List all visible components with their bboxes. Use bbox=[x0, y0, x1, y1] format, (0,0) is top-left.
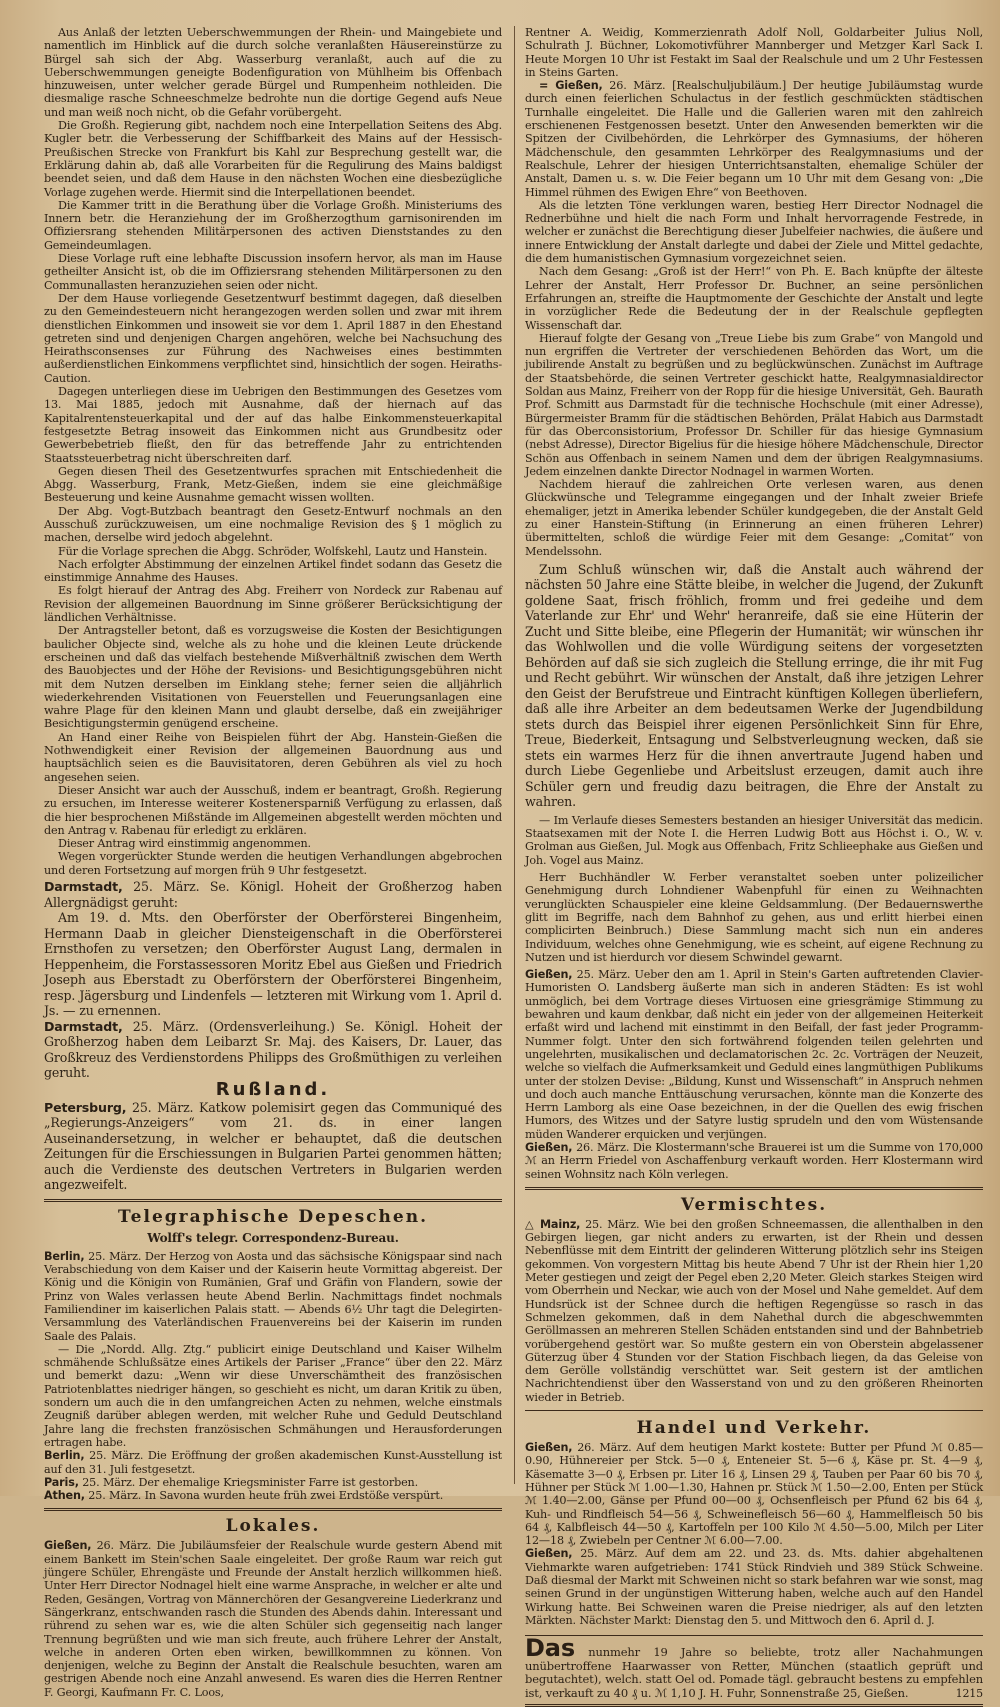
realschul-jubilaeum bbox=[525, 79, 983, 199]
dateline: Athen, bbox=[44, 1489, 85, 1503]
paragraph: Der dem Hause vorliegende Gesetzentwurf bestimmt dagegen, daß dieselben zu den Gemeindesteuern nicht herangezogen werden sollen und zwar mit ihrem dienstlichen Einkommen und insoweit sie vor dem 1. April 1887 in den Ehestand getreten sind und denjenigen Chargen angehören, welche bei Nachsuchung des Heirathsconsenses zur Führung des Nachweises eines bestimmten außerdienstlichen Einkommens verpflichtet sind, hinsichtlich der sogen. Heiraths-Caution. bbox=[44, 291, 502, 385]
athen-article bbox=[44, 1489, 502, 1502]
article-body: 25. März. Die Eröffnung der großen akademischen Kunst-Ausstellung ist auf den 31. Juli festgesetzt. bbox=[44, 1449, 503, 1476]
section-divider bbox=[525, 1187, 983, 1190]
dateline: △ Mainz, bbox=[525, 1217, 581, 1231]
darmstadt-appointments bbox=[44, 879, 502, 1081]
berlin-art-exhibition bbox=[44, 1449, 502, 1476]
paragraph: Dieser Antrag wird einstimmig angenommen. bbox=[58, 837, 311, 851]
brewery-sale-article bbox=[525, 1141, 983, 1181]
dateline: Berlin, bbox=[44, 1449, 85, 1463]
article-body: Am 19. d. Mts. den Oberförster der Oberförsterei Bingenheim, Hermann Daab in gleicher Diensteigenschaft in die Oberförsterei Ernsthofen zu versetzen; den Oberförster August Lang, dermalen in Heppenheim, die Forstassessoren Moritz Ebel aus Gießen und Friedrich Joseph aus Eberstadt zu Oberförstern der Oberförsterei Bingenheim, resp. Jägersburg und Lindenfels — letzteren mit Wirkung vom 1. April d. Js. — zu ernennen. bbox=[44, 910, 502, 1018]
section-divider bbox=[44, 1199, 502, 1202]
telegraph-bureau: Wolff's telegr. Correspondenz-Bureau. bbox=[147, 1230, 399, 1245]
article-body: 25. März. Der ehemalige Kriegsminister Farre ist gestorben. bbox=[82, 1475, 419, 1489]
dateline: Berlin, bbox=[44, 1249, 85, 1263]
dateline: Paris, bbox=[44, 1475, 79, 1489]
dateline: Gießen, bbox=[525, 1441, 573, 1455]
ad-headline: Das bbox=[525, 1634, 575, 1663]
dateline: Gießen, bbox=[525, 968, 573, 982]
article-body: 25. März. Wie bei den großen Schneemassen, die allenthalben in den Gebirgen liegen, gar nicht anders zu erwarten, ist der Rhein und dessen Nebenflüsse mit dem Eintritt der gelinderen Witterung plötzlich sehr ins Steigen gekommen. Von vorgestern Mittag bis heute Abend 7 Uhr ist der Rhein hier 1,20 Meter gestiegen und zeigt der Pegel eben 2,20 Meter. Gleich starkes Steigen wird vom Oberrhein und Neckar, wie auch von der Mosel und Nahe gemeldet. Auf dem Hundsrück ist der Schnee durch die heftigen Regengüsse so rasch in das Schmelzen gekommen, daß in dem Nahethal durch die abgeschwemmten Geröllmassen an mehreren Stellen Schäden entstanden sind und der Bahnbetrieb vorübergehend gestört war. So mußte gestern ein von Oberstein abgelassener Güterzug über 4 Stunden vor der Station Fischbach liegen, da das Geleise von dem Gerölle vollständig verschüttet war. Seit gestern ist der amtlichen Nachrichtendienst über den Wasserstand von und zu den größeren Rheinorten wieder in Betrieb. bbox=[525, 1217, 984, 1404]
paragraph: Nachdem hierauf die zahlreichen Orte verlesen waren, aus denen Glückwünsche und Telegramme eingegangen und der Inhalt zweier Briefe ehemaliger, jetzt in Amerika lebender Schüler kundgegeben, die der Anstalt Geld zu einer Hanstein-Stiftung (in Erinnerung an einen früheren Lehrer) übermittelten, schloß die würdige Feier mit dem Gesange: „Comitat“ von Mendelssohn. bbox=[525, 478, 983, 558]
paragraph: Die Kammer tritt in die Berathung über die Vorlage Großh. Ministeriums des Innern betr. die Heranziehung der im Großherzogthum garnisonirenden im Offiziersrang stehenden Militärpersonen des activen Dienststandes zu den Gemeindeumlagen. bbox=[44, 198, 502, 252]
paragraph: Hierauf folgte der Gesang von „Treue Liebe bis zum Grabe“ von Mangold und nun ergriffen die Vertreter der verschiedenen Behörden das Wort, um die jubilirende Anstalt zu begrüßen und zu beglückwünschen. Zunächst im Auftrage der Staatsbehörde, die seinen Vertreter geschickt hatte, Realgymnasialdirector Soldan aus Mainz, Freiherr von der Ropp für die hiesige Universität, Geh. Baurath Prof. Schmitt aus Darmstadt für die technische Hochschule (mit einer Adresse), Bürgermeister Bramm für die städtischen Behörden, Prälat Habich aus Darmstadt für das Oberconsistorium, Professor Dr. Schiller für das hiesige Gymnasium (nebst Adresse), Director Bigelius für die hiesige höhere Mädchenschule, Director Schön aus Offenbach in seinem Namen und dem der übrigen Realgymnasiums. Jedem einzelnen dankte Director Nodnagel in warmen Worten. bbox=[525, 331, 983, 478]
paragraph: Wegen vorgerückter Stunde werden die heutigen Verhandlungen abgebrochen und deren Fortsetzung auf morgen früh 9 Uhr festgesetzt. bbox=[44, 850, 502, 877]
section-heading-handel: Handel und Verkehr. bbox=[636, 1418, 872, 1439]
dateline: Gießen, bbox=[525, 1547, 573, 1561]
petersburg-article bbox=[44, 1100, 502, 1193]
paragraph: Der Abg. Vogt-Butzbach beantragt den Gesetz-Entwurf nochmals an den Ausschuß zurückzuweisen, um eine nochmalige Revision des § 1 möglich zu machen, derselbe wird jedoch abgelehnt. bbox=[44, 504, 502, 545]
landsberg-article bbox=[525, 968, 983, 1141]
jubilee-report bbox=[525, 199, 983, 558]
right-column bbox=[514, 26, 984, 1700]
berlin-article bbox=[44, 1250, 502, 1343]
section-heading-russland: Rußland. bbox=[215, 1078, 331, 1100]
dateline: Darmstadt, bbox=[44, 1018, 123, 1034]
paragraph: Die Großh. Regierung gibt, nachdem noch eine Interpellation Seitens des Abg. Kugler betr. die Verbesserung der Schiffbarkeit des Mains auf der Hessisch-Preußischen Strecke von Frankfurt bis Kahl zur Besprechung gestellt war, die Erklärung dahin ab, daß alle Vorarbeiten für die Regulirung des Mains baldigst beendet seien, und daß dem Hause in den nächsten Wochen eine diesbezügliche Vorlage zugehen werde. Hiermit sind die Interpellationen beendet. bbox=[44, 119, 502, 199]
article-lead: 25. März. Se. Königl. Hoheit der Großherzog haben Allergnädigst geruht: bbox=[44, 879, 502, 910]
section-heading-lokales: Lokales. bbox=[225, 1516, 321, 1537]
nordd-article: — Die „Nordd. Allg. Ztg.“ publicirt einige Deutschland und Kaiser Wilhelm schmähende Schlußsätze eines Artikels der Pariser „France“ über den 22. März und bemerkt dazu: „Wenn wir diese Unverschämtheit des französischen Patriotenblattes niedriger hängen, so geschieht es nicht, um daran Kritik zu üben, sondern um auch die in den umfangreichen Acten zu nehmen, welche einstmals Zeugniß darüber ablegen werden, mit welcher Ruhe und Geduld Deutschland Jahre lang die frechsten französischen Schmähungen und Herausforderungen ertragen habe. bbox=[44, 1342, 502, 1449]
article-body: 26. März. Die Klostermann'sche Brauerei ist um die Summe von 170,000 ℳ an Herrn Friedel von Aschaffenburg verkauft worden. Herr Klostermann wird seinen Wohnsitz nach Köln verlegen. bbox=[525, 1141, 984, 1181]
article-body: 26. März. Die Jubiläumsfeier der Realschule wurde gestern Abend mit einem Bankett im Stein'schen Saale eingeleitet. Der große Raum war reich gut jüngere Schüler, Ehrengäste und Freunde der Anstalt herzlich willkommen hieß. Unter Herr Director Nodnagel hielt eine warme Ansprache, in welcher er alte und Reden, Gesängen, Vortrag von Männerchören der Gesangvereine Liederkranz und Sängerkranz, entschwanden rasch die Stunden des Abends dahin. Interessant und rührend zu sehen war es, wie die alten Schüler sich gegenseitig nach langer Trennung begrüßten und wie man sich freute, auch frühere Lehrer der Anstalt, welche in anderen Orten eben wirken, bewillkommnen zu können. Von denjenigen, welche zu Beginn der Anstalt die Realschule besuchten, waren am gestrigen Abende noch eine Anzahl anwesend. Es waren dies die Herren Rentner F. Georgi, Kaufmann Fr. C. Loos, bbox=[44, 1539, 503, 1699]
article-body: 25. März. Auf dem am 22. und 23. ds. Mts. dahier abgehaltenen Viehmarkte waren aufgetrieben: 1741 Stück Rindvieh und 389 Stück Schweine. Daß diesmal der Markt mit Schweinen nicht so stark befahren war wie sonst, mag seinen Grund in der ungünstigen Witterung haben, welche auch auf den Handel Wirkung hatte. Bei Schweinen waren die Preise niedriger, als auf den letzten Märkten. Nächster Markt: Dienstag den 5. und Mittwoch den 6. April d. J. bbox=[525, 1547, 983, 1627]
section-heading-telegraph: Telegraphische Depeschen. bbox=[117, 1206, 428, 1227]
dateline: Petersburg, bbox=[44, 1099, 127, 1115]
semester-exam-notice: — Im Verlaufe dieses Semesters bestanden an hiesiger Universität das medicin. Staatsexamen mit der Note I. die Herren Ludwig Bott aus Höchst i. O., W. v. Grolman aus Gießen, Jul. Mogk aus Offenbach, Fritz Schlieephake aus Gießen und Joh. Vogel aus Mainz. bbox=[525, 813, 983, 867]
left-column bbox=[44, 26, 503, 1699]
paragraph: Dieser Ansicht war auch der Ausschuß, indem er beantragt, Großh. Regierung zu ersuchen, im Interesse weiterer Kostenersparniß Verfügung zu erlassen, daß die hier besprochenen Mißstände im Allgemeinen abgestellt werden möchten und den Antrag v. Rabenau für erledigt zu erklären. bbox=[44, 783, 502, 837]
dateline: = Gießen, bbox=[539, 79, 603, 93]
ferber-collection-notice: Herr Buchhändler W. Ferber veranstaltet soeben unter polizeilicher Genehmigung durch Lohndiener Wabenpfuhl für einen zu Weihnachten verunglückten Schauspieler eine kleine Geldsammlung. (Der Bedauernswerthe glitt im Begriffe, nach dem Bahnhof zu gehen, aus und erlitt hierbei einen complicirten Beinbruch.) Diese Sammlung macht sich nun ein anderes Individuum, welches ohne Genehmigung, wie es scheint, auf eigene Rechnung zu Nutzen und ist hierdurch vor diesem Schwindel gewarnt. bbox=[525, 871, 983, 964]
paragraph: Aus Anlaß der letzten Ueberschwemmungen der Rhein- und Maingebiete und namentlich im Hinblick auf die durch solche veranlaßten Häusereinstürze zu Bürgel sah sich der Abg. Wasserburg veranlaßt, auch auf die zu Ueberschwemmungen geneigte Bodenfiguration von Mühlheim bis Offenbach hinzuweisen, unter welcher gerade Bürgel und Rumpenheim nothleiden. Die diesmalige rasche Schneeschmelze bedrohte nun die dortige Gegend aufs Neue und man weiß noch nicht, ob die Gefahr vorübergeht. bbox=[44, 26, 502, 119]
paragraph: Für die Vorlage sprechen die Abgg. Schröder, Wolfskehl, Lautz und Hanstein. bbox=[58, 544, 488, 558]
dateline: Gießen, bbox=[525, 1141, 573, 1154]
paragraph: Der Antragsteller betont, daß es vorzugsweise die Kosten der Besichtigungen baulicher Objecte sind, welche als zu hohe und die kleinen Leute drückende erscheinen und daß das vielfach bestehende Mißverhältniß zwischen dem Werth des Bauobjectes und der Höhe der Revisions- und Besichtigungsgebühren nicht mit dem Nutzen derselben im Einklang stehe; ferner seien die alljährlich wiederkehrenden Visitationen von Feuerstellen und Feuerungsanlagen eine wahre Plage für den kleinen Mann und glaubt derselbe, daß ein zweijähriger Besichtigungstermin genügend erscheine. bbox=[44, 624, 502, 731]
paragraph: Es folgt hierauf der Antrag des Abg. Freiherr von Nordeck zur Rabenau auf Revision der allgemeinen Bauordnung im Sinne größerer Berücksichtigung der ländlichen Verhältnisse. bbox=[44, 584, 502, 625]
jubilee-wishes bbox=[525, 562, 983, 810]
article-body: 25. März. Katkow polemisirt gegen das Communiqué des „Regierungs-Anzeigers“ vom 21. ds. in einer langen Auseinandersetzung, in welcher er behauptet, daß die deutschen Zeitungen für die Erschiessungen in Bulgarien Partei genommen hätten; auch die Verdienste des deutschen Vertreters in Bulgarien werden angezweifelt. bbox=[44, 1099, 502, 1193]
cattle-market-article bbox=[525, 1547, 983, 1627]
paris-article bbox=[44, 1476, 502, 1489]
article-body: 26. März. Auf dem heutigen Markt kostete: Butter per Pfund ℳ 0.85—0.90, Hühnereier per Stck. 5—0 ₰, Enteneier St. 5—6 ₰, Käse pr. St. 4—9 ₰, Käsematte 3—0 ₰, Erbsen pr. Liter 16 ₰, Linsen 29 ₰, Tauben per Paar 60 bis 70 ₰, Hühner per Stück ℳ 1.00—1.30, Hahnen pr. Stück ℳ 1.50—2.00, Enten per Stück ℳ 1.40—2.00, Gänse per Pfund 00—00 ₰, Ochsenfleisch per Pfund 62 bis 64 ₰, Kuh- und Rindfleisch 54—56 ₰, Schweinefleisch 56—60 ₰, Hammelfleisch 50 bis 64 ₰, Kalbfleisch 44—50 ₰, Kartoffeln per 100 Kilo ℳ 4.50—5.00, Milch per Liter 12—18 ₰, Zwiebeln per Centner ℳ 6.00—7.00. bbox=[525, 1441, 984, 1548]
paragraph: Nach dem Gesang: „Groß ist der Herr!“ von Ph. E. Bach knüpfte der älteste Lehrer der Anstalt, Herr Professor Dr. Buchner, an seine persönlichen Erfahrungen an, streifte die Hauptmomente der Geschichte der Anstalt und legte in vorzüglicher Rede die Bedeutung der in der Realschule gepflegten Wissenschaft dar. bbox=[525, 265, 983, 332]
mainz-flood-article bbox=[525, 1218, 983, 1404]
article-body: 25. März. (Ordensverleihung.) Se. Königl. Hoheit der Großherzog haben dem Leibarzt Sr. Maj. des Kaisers, Dr. Lauer, das Großkreuz des Verdienstordens Philipps des Großmüthigen zu verleihen geruht. bbox=[44, 1018, 502, 1080]
article-body: 25. März. Der Herzog von Aosta und das sächsische Königspaar sind nach Verabschiedung von dem Kaiser und der Kaiserin heute Vormittag abgereist. Der König und die Königin von Rumänien, Graf und Gräfin von Flandern, sowie der Prinz von Wales verlassen heute Abend Berlin. Nachmittags findet nochmals Familiendiner im kaiserlichen Palais statt. — Abends 6½ Uhr tagt die Delegirten-Versammlung des Vaterländischen Frauenvereins bei der Kaiserin im runden Saale des Palais. bbox=[44, 1249, 502, 1343]
market-prices-article bbox=[525, 1441, 983, 1547]
paragraph: Als die letzten Töne verklungen waren, bestieg Herr Director Nodnagel die Rednerbühne und hielt die nach Form und Inhalt hervorragende Festrede, in welcher er zunächst die Berechtigung dieser Jubelfeier nachwies, die äußere und innere Entwicklung der Anstalt darlegte und dabei der Ziele und Mittel gedachte, die dem humanistischen Gymnasium vorgezeichnet seien. bbox=[525, 198, 983, 266]
section-divider bbox=[44, 1508, 502, 1511]
paragraph: Nach erfolgter Abstimmung der einzelnen Artikel findet sodann das Gesetz die einstimmige Annahme des Hauses. bbox=[44, 557, 502, 585]
ad-text: nunmehr 19 Jahre so beliebte, trotz aller Nachahmungen unübertroffene Haarwasser von Retter, München (staatlich geprüft und begutachtet), welch. statt Oel od. Pomade tägl. gebraucht bestens zu empfehlen ist, verkauft zu 40 ₰ u. ℳ 1,10 J. H. Fuhr, Sonnenstraße 25, Gießen. bbox=[525, 1645, 983, 1700]
dateline: Gießen, bbox=[44, 1539, 92, 1553]
dateline: Darmstadt, bbox=[44, 879, 123, 894]
section-heading-vermischtes: Vermischtes. bbox=[680, 1194, 828, 1215]
hair-tonic-advertisement bbox=[525, 1635, 983, 1700]
article-body: 26. März. [Realschuljubiläum.] Der heutige Jubiläumstag wurde durch einen feierlichen Schulactus in der festlich geschmückten städtischen Turnhalle eingeleitet. Die Halle und die Gallerien waren mit den zahlreich erschienenen Festgenossen besetzt. Unter den Anwesenden bemerkten wir die Spitzen der Civilbehörden, die Lehrkörper des Gymnasiums, der höheren Mädchenschule, den gesammten Lehrkörper des Realgymnasiums und der Realschule, Lehrer der hiesigen Unterrichtsanstalten, ehemalige Schüler der Anstalt, Damen u. s. w. Die Feier begann um 10 Uhr mit dem Gesang von: „Die Himmel rühmen des Ewigen Ehre“ von Beethoven. bbox=[525, 79, 984, 199]
article-body: 25. März. Ueber den am 1. April in Stein's Garten auftretenden Clavier-Humoristen O. Landsberg äußerte man sich in anderen Städten: Es ist wohl unmöglich, bei dem Vortrage dieses Virtuosen eine griesgrämige Stimmung zu bewahren und kaum denkbar, daß nicht ein jeder von der allgemeinen Heiterkeit erfaßt wird und lachend mit einstimmt in den Beifall, der fast jeder Programm-Nummer folgt. Unter den sich fortwährend folgenden teilen gelehrten und ungelehrten, musikalischen und declamatorischen 2c. 2c. Vorträgen der Neuzeit, welche so vielfach die Aufmerksamkeit und Geduld eines langmüthigen Publikums unter der stolzen Devise: „Bildung, Kunst und Wissenschaft“ in Anspruch nehmen und doch auch manche Enttäuschung verursachen, könnte man die Konzerte des Herrn Lamborg als eine Oase bezeichnen, in der die Quellen des ewig frischen Humors, des Witzes und der Satyre lustig sprudeln und den vom Wüstensande müden Wanderer erquicken und verjüngen. bbox=[525, 968, 984, 1141]
parliament-report bbox=[44, 26, 502, 877]
article-body: 25. März. In Savona wurden heute früh zwei Erdstöße verspürt. bbox=[88, 1489, 444, 1503]
paragraph: An Hand einer Reihe von Beispielen führt der Abg. Hanstein-Gießen die Nothwendigkeit einer Revision der allgemeinen Bauordnung aus und hauptsächlich seien es die Bauvisitatoren, deren Gebühren als viel zu hoch angesehen seien. bbox=[44, 730, 502, 784]
paragraph: Dagegen unterliegen diese im Uebrigen den Bestimmungen des Gesetzes vom 13. Mai 1885, jedoch mit Ausnahme, daß der hiernach auf das Kapitalrentensteuerkapital und der auf das halbe Einkommensteuerkapital festgesetzte Betrag insoweit das Einkommen nicht aus Grundbesitz oder Gewerbebetrieb fließt, den für das betreffende Jahr zu entrichtenden Staatssteuerbetrag nicht überschreiten darf. bbox=[44, 385, 502, 465]
paragraph: Zum Schluß wünschen wir, daß die Anstalt auch während der nächsten 50 Jahre eine Stätte bleibe, in welcher die Jugend, der Zukunft goldene Saat, frisch fröhlich, fromm und frei gedeihe und dem Vaterlande zur Ehr' und Wehr' heranreife, daß sie eine Hüterin der Zucht und Sitte bleibe, eine Pflegerin der Humanität; wir wünschen ihr das Wohlwollen und die volle Würdigung seitens der vorgesetzten Behörden auf daß sie sich zugleich die Stellung erringe, die ihr mit Fug und Recht gebührt. Wir wünschen der Anstalt, daß ihre jetzigen Lehrer den Geist der Berufstreue und Eintracht künftigen Kollegen überliefern, daß alle ihre Arbeiter an dem bedeutsamen Werke der Jugendbildung stets durch das Beispiel ihrer eigenen Persönlichkeit Sinn für Ehre, Treue, Biederkeit, Entsagung und Selbstverleugnung wecken, daß sie stets ein warmes Herz für die ihnen anvertraute Jugend haben und durch Liebe Gegenliebe und Arbeitslust erzeugen, damit auch ihre Schüler gern und freudig dazu beitragen, die Ehre der Anstalt zu wahren. bbox=[525, 561, 983, 810]
continued-paragraph: Rentner A. Weidig, Kommerzienrath Adolf Noll, Goldarbeiter Julius Noll, Schulrath J. Büchner, Lokomotivführer Mannberger und Metzger Karl Sack I. Heute Morgen 10 Uhr ist Festakt im Saal der Realschule und um 2 Uhr Festessen in Steins Garten. bbox=[525, 26, 983, 79]
paragraph: Gegen diesen Theil des Gesetzentwurfes sprachen mit Entschiedenheit die Abgg. Wasserburg, Frank, Metz-Gießen, indem sie eine gleichmäßige Besteuerung und keine Ausnahme gemacht wissen wollten. bbox=[44, 464, 502, 505]
paragraph: Diese Vorlage ruft eine lebhafte Discussion insofern hervor, als man im Hause getheilter Ansicht ist, ob die im Offiziersrang stehenden Militärpersonen zu den Communallasten heranzuziehen seien oder nicht. bbox=[44, 252, 502, 292]
section-divider bbox=[525, 1410, 983, 1411]
page-number: 1215 bbox=[955, 1686, 983, 1700]
giessen-jubilee-banquet bbox=[44, 1539, 502, 1699]
